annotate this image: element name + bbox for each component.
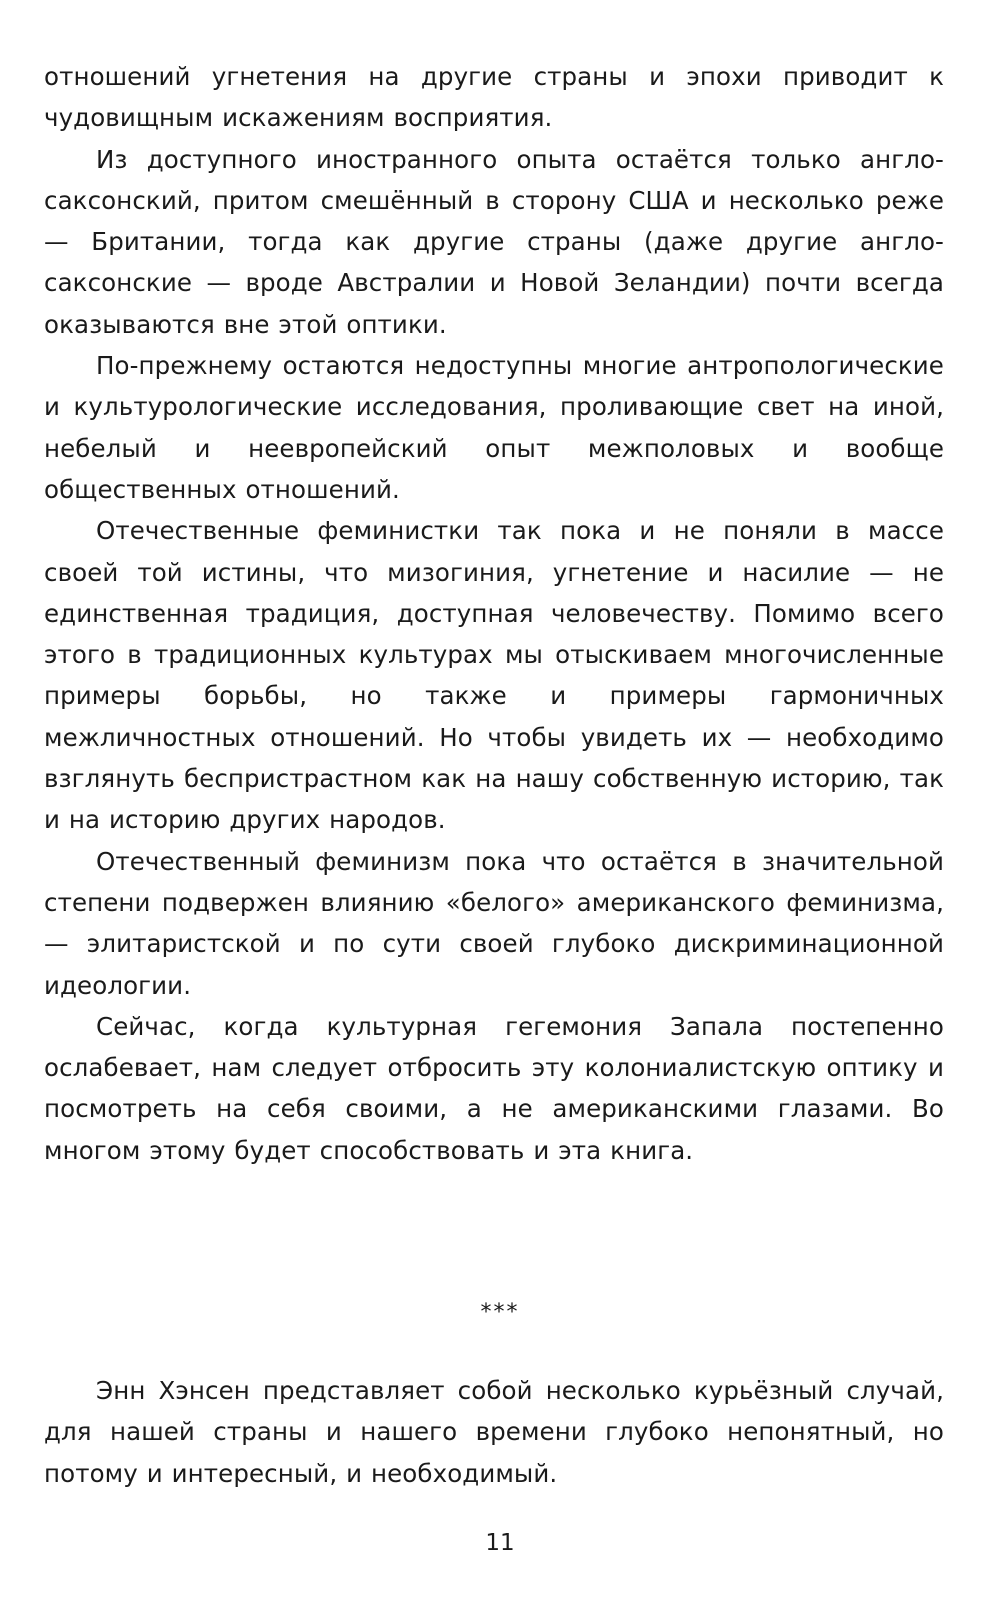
main-text <box>44 56 944 1171</box>
paragraph: отношений угнетения на другие страны и эпохи приводит к чудовищным искажениям восприятия. <box>44 62 944 133</box>
paragraph: Из доступного иностранного опыта остаётся только англо-саксонский, притом смешённый в сторону США и несколько реже — Британии, тогда как другие страны (даже другие англо-саксонские — вроде Австралии и Новой Зеландии) почти всегда оказываются вне этой оптики. <box>44 144 944 339</box>
section-separator: *** <box>480 1300 520 1325</box>
paragraph: Отечественный феминизм пока что остаётся в значительной степени подвержен влиянию «белого» американского феминизма, — элитаристской и по сути своей глубоко дискриминационной идеологии. <box>44 846 944 1000</box>
paragraph: Сейчас, когда культурная гегемония Запала постепенно ослабевает, нам следует отбросить эту колониалистскую оптику и посмотреть на себя своими, а не американскими глазами. Во многом этому будет способствовать и эта книга. <box>44 1011 944 1165</box>
paragraph: По-прежнему остаются недоступны многие антропологические и культурологические исследования, проливающие свет на иной, небелый и неевропейский опыт межполовых и вообще общественных отношений. <box>44 351 944 504</box>
section-start <box>44 1370 944 1494</box>
paragraph: Энн Хэнсен представляет собой несколько курьёзный случай, для нашей страны и нашего времени глубоко непонятный, но потому и интересный, и необходимый. <box>44 1376 944 1488</box>
page-number: 11 <box>485 1530 515 1556</box>
paragraph: Отечественные феминистки так пока и не поняли в массе своей той истины, что мизогиния, угнетение и насилие — не единственная традиция, доступная человечеству. Помимо всего этого в традиционных культурах мы отыскиваем многочисленные примеры борьбы, но также и примеры гармоничных межличностных отношений. Но чтобы увидеть их — необходимо взглянуть беспристрастном как на нашу собственную историю, так и на историю других народов. <box>44 516 944 835</box>
